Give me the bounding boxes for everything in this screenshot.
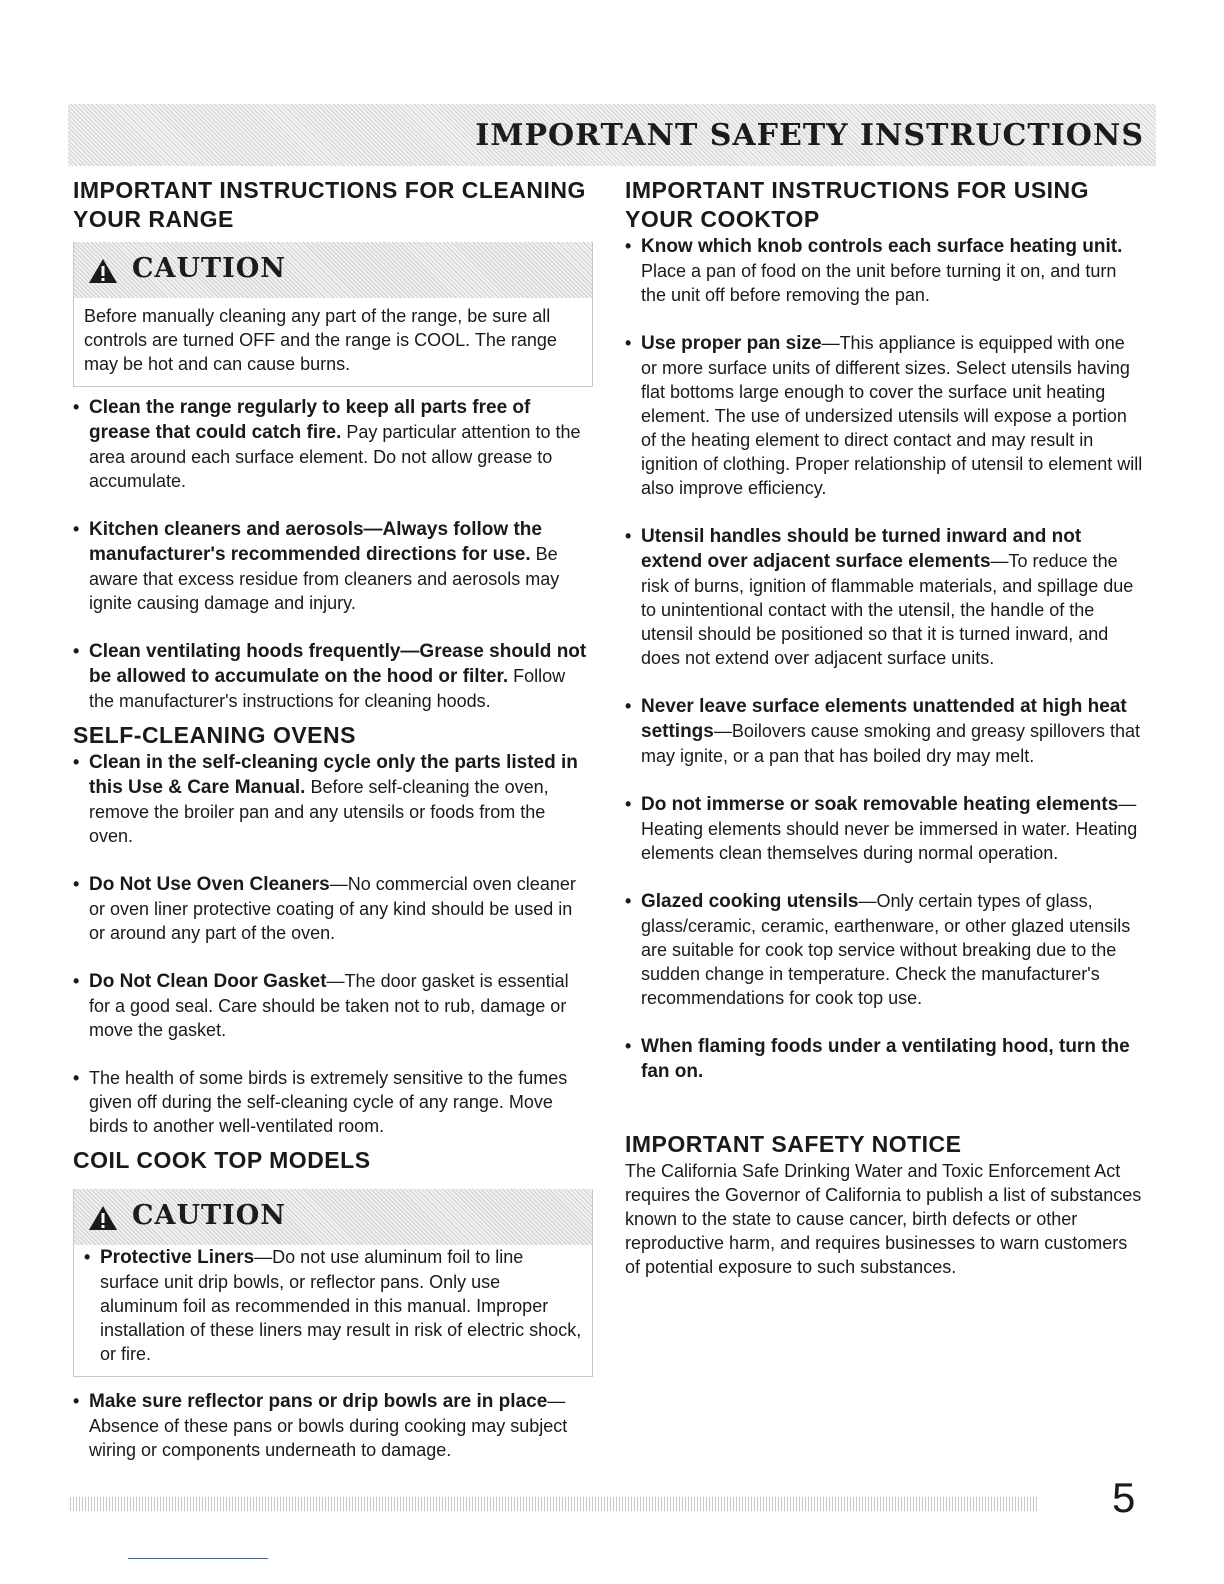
item-bold-text: Utensil handles should be turned inward and not extend over adjacent surface elements xyxy=(641,526,1082,572)
list-item xyxy=(625,234,1145,307)
coil-section-title: COIL COOK TOP MODELS xyxy=(73,1147,371,1173)
item-text: —The door gasket is essential for a good seal. Care should be taken not to rub, damage or move the gasket. xyxy=(89,971,569,1040)
cooktop-section-title: IMPORTANT INSTRUCTIONS FOR USING YOUR COOKTOP xyxy=(625,177,1090,232)
list-item xyxy=(625,889,1145,1010)
caution-box-cleaning xyxy=(73,242,593,387)
caution-body xyxy=(74,1245,592,1376)
item-bold-text: Know which knob controls each surface heating unit. xyxy=(641,236,1123,257)
self-cleaning-list xyxy=(73,750,593,1138)
item-text: Follow the manufacturer's instructions for cleaning hoods. xyxy=(89,666,566,711)
header-banner xyxy=(68,104,1156,166)
list-item xyxy=(73,639,593,713)
item-bold-text: Protective Liners xyxy=(100,1247,255,1268)
list-item xyxy=(625,792,1145,865)
notice-section-title: IMPORTANT SAFETY NOTICE xyxy=(625,1131,962,1157)
banner-title: IMPORTANT SAFETY INSTRUCTIONS xyxy=(475,118,1144,153)
list-item xyxy=(73,395,593,493)
notice-text: The California Safe Drinking Water and Toxic Enforcement Act requires the Governor of California to publish a list of substances known to the state to cause cancer, birth defects or other reproductive harm, and requires businesses to warn customers of potential exposure to such substances. xyxy=(625,1161,1142,1277)
item-bold-text: Clean ventilating hoods frequently—Grease should not be allowed to accumulate on the hood or filter. xyxy=(89,641,587,687)
caution-label: CAUTION xyxy=(132,1200,286,1231)
list-item xyxy=(73,750,593,848)
item-text: Before self-cleaning the oven, remove the broiler pan and any utensils or foods from the oven. xyxy=(89,777,549,846)
item-bold-text: Clean the range regularly to keep all parts free of grease that could catch fire. xyxy=(89,397,531,443)
coil-list xyxy=(73,1389,593,1462)
list-item xyxy=(73,969,593,1042)
item-bold-text: Kitchen cleaners and aerosols—Always follow the manufacturer's recommended directions for use. xyxy=(89,519,542,565)
item-text: —Boilovers cause smoking and greasy spillovers that may ignite, or a pan that has boiled dry may melt. xyxy=(641,721,1141,766)
page-number: 5 xyxy=(1112,1474,1136,1521)
item-text: —This appliance is equipped with one or more surface units of different sizes. Select utensils having flat bottoms large enough to cover the surface unit heating element. The use of undersized utensils will expose a portion of the heating element to direct contact and may result in ignition of clothing. Proper relationship of utensil to element will also improve efficiency. xyxy=(641,333,1143,498)
item-bold-text: Never leave surface elements unattended at high heat settings xyxy=(641,696,1127,742)
footer-line xyxy=(128,1558,268,1559)
list-item xyxy=(625,1034,1145,1084)
item-text: Pay particular attention to the area around each surface element. Do not allow grease to accumulate. xyxy=(89,422,581,491)
item-bold-text: Do Not Clean Door Gasket xyxy=(89,971,327,992)
warning-triangle-icon xyxy=(88,1205,118,1231)
cooktop-list xyxy=(625,234,1145,1084)
item-text: The health of some birds is extremely sensitive to the fumes given off during the self-cleaning cycle of any range. Move birds to another well-ventilated room. xyxy=(89,1068,568,1136)
list-item xyxy=(73,517,593,615)
item-text: —No commercial oven cleaner or oven liner protective coating of any kind should be used in or around any part of the oven. xyxy=(89,874,576,943)
item-text: —Only certain types of glass, glass/ceramic, ceramic, earthenware, or other glazed utensils are suitable for cook top service without breaking due to the sudden change in temperature. Check the manufacturer's recommendations for cook top use. xyxy=(641,891,1131,1008)
list-item xyxy=(73,1066,593,1138)
item-text: —Do not use aluminum foil to line surface unit drip bowls, or reflector pans. Only use aluminum foil as recommended in this manual. Improper installation of these liners may result in risk of electric shock, or fire. xyxy=(100,1247,582,1364)
item-bold-text: Clean in the self-cleaning cycle only the parts listed in this Use & Care Manual. xyxy=(89,752,578,798)
caution-box-coil xyxy=(73,1189,593,1377)
item-bold-text: Use proper pan size xyxy=(641,333,822,354)
caution-label: CAUTION xyxy=(132,253,286,284)
list-item xyxy=(625,694,1145,768)
self-cleaning-section-title: SELF-CLEANING OVENS xyxy=(73,722,356,748)
item-bold-text: Do not immerse or soak removable heating elements xyxy=(641,794,1119,815)
item-text: Place a pan of food on the unit before turning it on, and turn the unit off before removing the pan. xyxy=(641,261,1117,305)
list-item xyxy=(625,331,1145,500)
item-text: Be aware that excess residue from cleaners and aerosols may ignite causing damage and injury. xyxy=(89,544,560,613)
caution-text: Before manually cleaning any part of the range, be sure all controls are turned OFF and the range is COOL. The range may be hot and can cause burns. xyxy=(84,306,557,374)
warning-triangle-icon xyxy=(88,258,118,284)
caution-list xyxy=(84,1245,582,1366)
item-bold-text: Do Not Use Oven Cleaners xyxy=(89,874,330,895)
list-item xyxy=(73,1389,593,1462)
cleaning-section-title: IMPORTANT INSTRUCTIONS FOR CLEANING YOUR RANGE xyxy=(73,177,586,232)
item-bold-text: When flaming foods under a ventilating hood, turn the fan on. xyxy=(641,1036,1130,1082)
item-text: —To reduce the risk of burns, ignition of flammable materials, and spillage due to unintentional contact with the utensil, the handle of the utensil should be positioned so that it is turned inward, and does not extend over adjacent surface units. xyxy=(641,551,1134,668)
right-column xyxy=(625,176,1145,1279)
item-text: —Absence of these pans or bowls during cooking may subject wiring or components underneath to damage. xyxy=(89,1391,568,1460)
item-text: —Heating elements should never be immersed in water. Heating elements clean themselves during normal operation. xyxy=(641,794,1138,863)
list-item xyxy=(73,872,593,945)
list-item xyxy=(84,1245,582,1366)
footer-strip xyxy=(70,1497,1038,1511)
item-bold-text: Glazed cooking utensils xyxy=(641,891,859,912)
item-bold-text: Make sure reflector pans or drip bowls are in place xyxy=(89,1391,548,1412)
caution-header xyxy=(74,1189,592,1245)
caution-header xyxy=(74,242,592,298)
cleaning-list xyxy=(73,395,593,713)
list-item xyxy=(625,524,1145,670)
left-column xyxy=(73,176,593,1462)
